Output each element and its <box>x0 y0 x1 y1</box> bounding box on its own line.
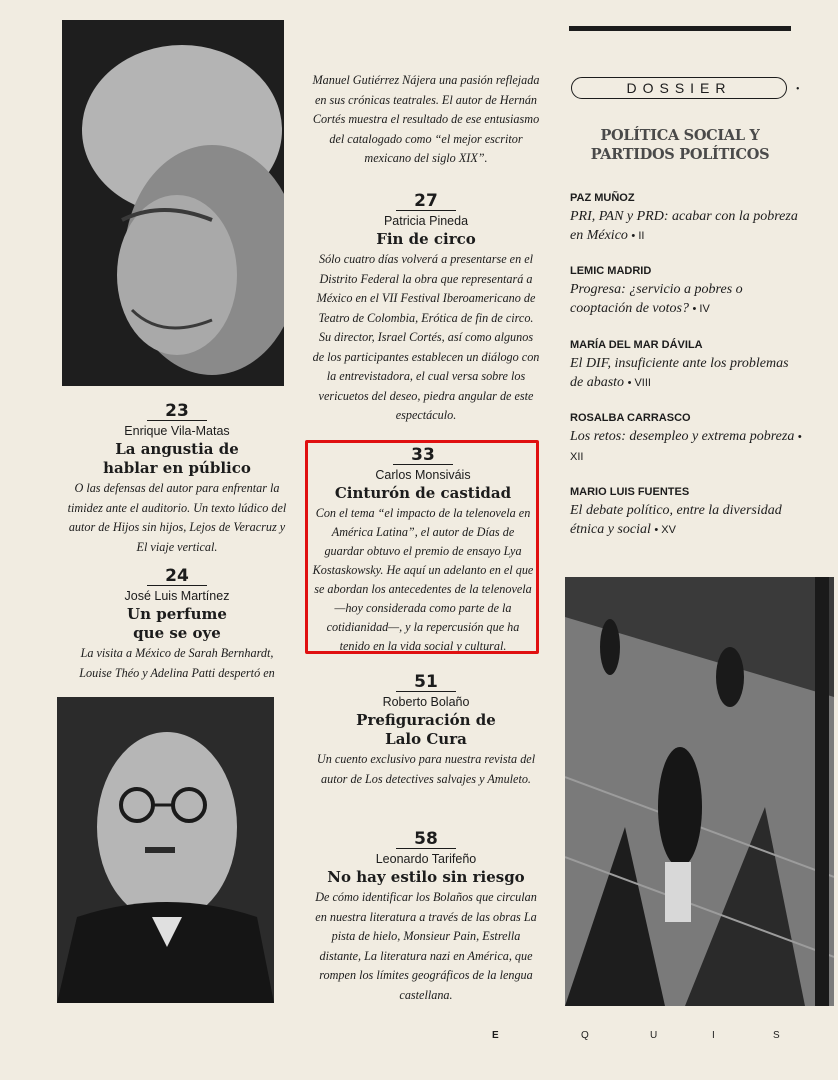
dossier-label: DOSSIER <box>571 77 787 99</box>
article-title[interactable]: Fin de circo <box>376 230 476 248</box>
article-author: José Luis Martínez <box>124 589 230 603</box>
article-page-number: 51 <box>396 673 456 692</box>
dossier-entry[interactable] <box>570 338 805 393</box>
article-author: Carlos Monsiváis <box>375 468 471 482</box>
dossier-entry-page: • II <box>631 230 645 242</box>
dossier-entry-author: MARÍA DEL MAR DÁVILA <box>570 339 703 351</box>
dossier-entry-text: PRI, PAN y PRD: acabar con la pobreza en México • II <box>570 209 798 243</box>
article-title[interactable]: Prefiguración de Lalo Cura <box>356 711 496 748</box>
dossier-entry-text: El debate político, entre la diversidad étnica y social • XV <box>570 503 782 537</box>
street-scene-photo <box>565 577 834 1006</box>
article-page-number: 58 <box>396 830 456 849</box>
article-51[interactable] <box>312 673 540 789</box>
portrait-photo-old-man <box>62 20 284 386</box>
article-author: Roberto Bolaño <box>382 695 470 709</box>
article-page-number: 24 <box>147 567 207 586</box>
dossier-entry-author: LEMIC MADRID <box>570 265 652 277</box>
dossier-entry-author: MARIO LUIS FUENTES <box>570 486 690 498</box>
article-title[interactable]: La angustia de hablar en público <box>103 440 251 477</box>
article-title[interactable]: Un perfume que se oye <box>127 605 227 642</box>
article-page-number: 33 <box>393 446 453 465</box>
article-24[interactable] <box>66 567 288 683</box>
dossier-title: POLÍTICA SOCIAL Y PARTIDOS POLÍTICOS <box>590 127 770 163</box>
article-27[interactable] <box>312 192 540 426</box>
article-23[interactable] <box>66 402 288 557</box>
article-58[interactable] <box>312 830 540 1005</box>
selection-highlight-box <box>305 440 539 654</box>
dossier-entry-page: • XII <box>570 431 802 463</box>
footer-letter: U <box>650 1030 658 1041</box>
dossier-entry[interactable] <box>570 411 805 467</box>
dossier-entry-text: El DIF, insuficiente ante los problemas de abasto • VIII <box>570 356 789 390</box>
dossier-entry-text: Los retos: desempleo y extrema pobreza • XII <box>570 429 802 463</box>
article-author: Enrique Vila-Matas <box>124 424 230 438</box>
article-summary: Un cuento exclusivo para nuestra revista del autor de Los detectives salvajes y Amuleto. <box>316 752 536 786</box>
dossier-entry-page: • VIII <box>627 377 651 389</box>
article-page-number: 23 <box>147 402 207 421</box>
article-summary: Sólo cuatro días volverá a presentarse en el Distrito Federal la obra que representará a México en el VII Festival Iberoamericano de Teatro de Colombia, Erótica de fin de circo. Su director, Israel Cortés, así como algunos de los participantes establecen un diálogo con la entrevistadora, el cual versa sobre los vericuetos del deseo, piedra angular de este espectáculo. <box>312 252 540 422</box>
dot-icon: • <box>796 84 800 95</box>
dossier-entry-page: • IV <box>692 303 710 315</box>
article-summary: La visita a México de Sarah Bernhardt, Louise Théo y Adelina Patti despertó en <box>79 646 275 680</box>
footer-letter: E <box>492 1030 499 1041</box>
portrait-photo-man-glasses <box>57 697 274 1003</box>
article-title[interactable]: No hay estilo sin riesgo <box>327 868 525 886</box>
dossier-entry[interactable] <box>570 485 805 540</box>
top-rule <box>569 26 791 31</box>
dossier-entry-page: • XV <box>654 524 676 536</box>
article-author: Leonardo Tarifeño <box>375 852 477 866</box>
article-summary: De cómo identificar los Bolaños que circulan en nuestra literatura a través de las obras La pista de hielo, Monsieur Pain, Estrella distante, La literatura nazi en América, que rompen los límites geográficos de la lengua castellana. <box>315 890 537 1002</box>
dossier-entry-text: Progresa: ¿servicio a pobres o cooptación de votos? • IV <box>570 282 743 316</box>
article-continued-top <box>312 70 540 169</box>
footer-letter: S <box>773 1030 780 1041</box>
dossier-entry[interactable] <box>570 191 805 246</box>
article-summary: Con el tema “el impacto de la telenovela en América Latina”, el autor de Días de guardar obtuvo el premio de ensayo Lya Kostaskowsky. He aquí un adelanto en el que se abordan los antecedentes de la telenovela —hoy considerada como parte de la cotidianidad—, y la repercusión que ha tenido en la vida social y cultural. <box>312 506 534 653</box>
article-page-number: 27 <box>396 192 456 211</box>
footer-letter: I <box>712 1030 715 1041</box>
dossier-entry[interactable] <box>570 264 805 319</box>
article-summary: O las defensas del autor para enfrentar la timidez ante el auditorio. Un texto lúdico del autor de Hijos sin hijos, Lejos de Veracruz y El viaje vertical. <box>67 481 287 554</box>
article-author: Patricia Pineda <box>383 214 469 228</box>
article-title[interactable]: Cinturón de castidad <box>334 484 512 502</box>
dossier-entry-author: ROSALBA CARRASCO <box>570 412 691 424</box>
footer-letter: Q <box>581 1030 589 1041</box>
article-summary: Manuel Gutiérrez Nájera una pasión reflejada en sus crónicas teatrales. El autor de Hernán Cortés muestra el resultado de ese entusiasmo del catalogado como “el mejor escritor mexicano del siglo XIX”. <box>312 73 540 165</box>
dossier-entry-author: PAZ MUÑOZ <box>570 192 635 204</box>
